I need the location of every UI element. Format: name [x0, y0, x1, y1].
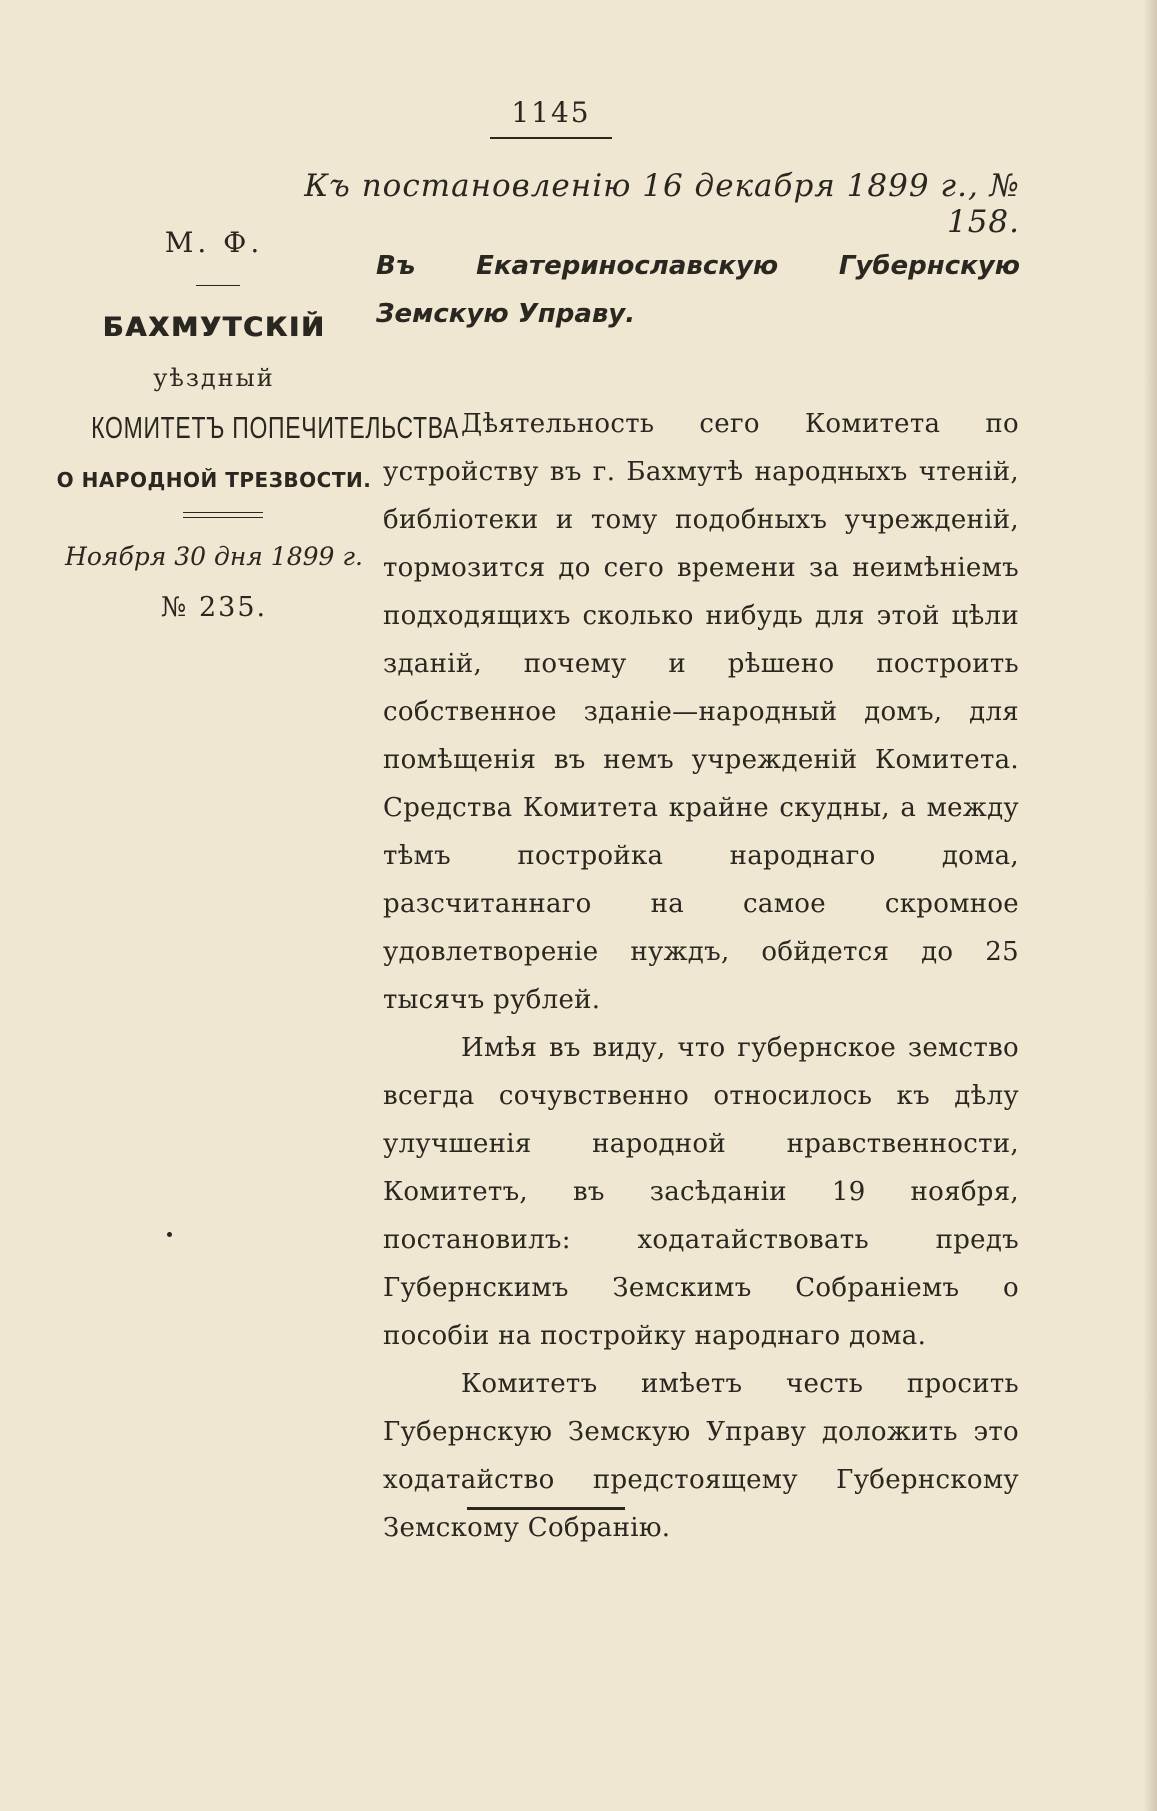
double-divider	[183, 512, 263, 518]
paragraph: Имѣя въ виду, что губернское земство всегда сочувственно относилось къ дѣлу улучшенія народной нравственности, Комитетъ, въ засѣданіи 19 ноября, постановилъ: ходатайствовать предъ Губернскимъ Земскимъ Собраніемъ о пособіи на постройку народнаго дома.	[383, 1033, 1019, 1351]
paragraph: Дѣятельность сего Комитета по устройству въ г. Бахмутѣ народныхъ чтеній, библіотеки и тому подобныхъ учрежденій, тормозится до сего времени за неимѣніемъ подходящихъ сколько нибудь для этой цѣли зданій, почему и рѣшено построить собственное зданіе—народный домъ, для помѣщенія въ немъ учрежденій Комитета. Средства Комитета крайне скудны, а между тѣмъ постройка народнаго дома, разсчитаннаго на самое скромное удовлетвореніе нуждъ, обйдется до 25 тысячъ рублей.	[383, 409, 1019, 1015]
letter-body	[383, 400, 1019, 1552]
sender-uezd: уѣздный	[153, 364, 275, 392]
page-edge-shadow	[1143, 0, 1157, 1811]
end-rule	[467, 1507, 625, 1510]
sender-initials: М. Ф.	[164, 226, 264, 259]
letter-number: № 235.	[160, 592, 268, 623]
letter-date: Ноября 30 дня 1899 г.	[65, 542, 363, 571]
ink-speck	[167, 1232, 172, 1237]
page-number-rule	[490, 137, 612, 139]
sender-district: БАХМУТСКІЙ	[102, 312, 326, 343]
resolution-reference: Къ постановленію 16 декабря 1899 г., № 158.	[304, 168, 1020, 240]
page-number: 1145	[511, 96, 591, 129]
short-divider	[196, 285, 240, 286]
sender-committee: КОМИТЕТЪ ПОПЕЧИТЕЛЬСТВА	[91, 410, 460, 445]
sender-sobriety: О НАРОДНОЙ ТРЕЗВОСТИ.	[56, 468, 372, 492]
paragraph: Комитетъ имѣетъ честь просить Губернскую Земскую Управу доложить это ходатайство предстоящему Губернскому Земскому Собранію.	[383, 1369, 1019, 1543]
addressee: Въ Екатеринославскую Губернскую Земскую Управу.	[376, 251, 1020, 329]
